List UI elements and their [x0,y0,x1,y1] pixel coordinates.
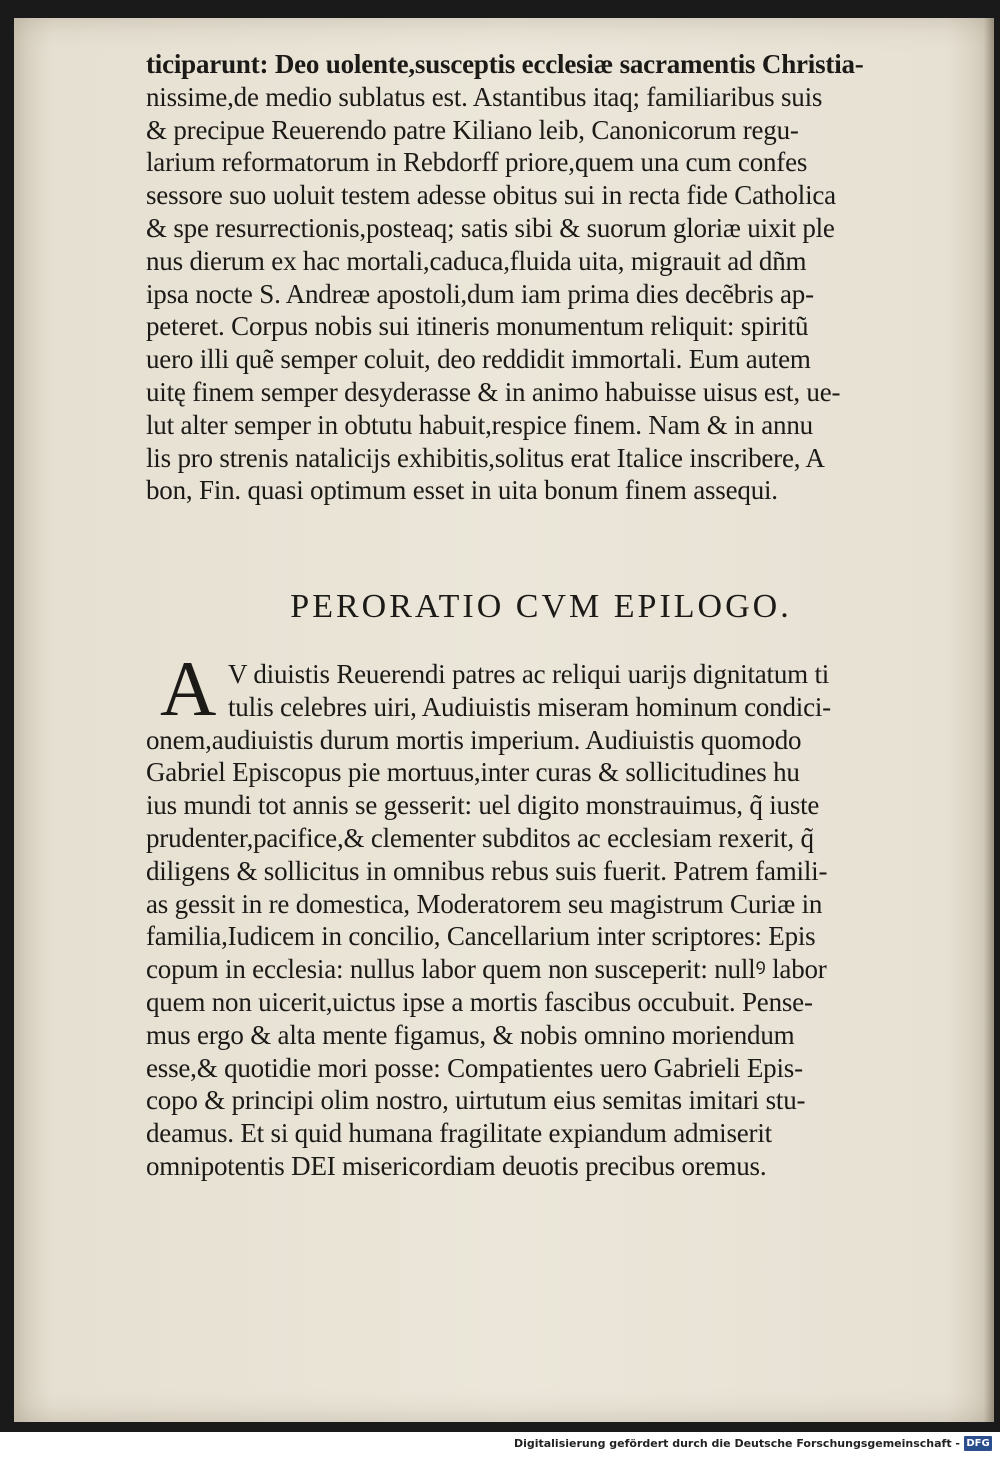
dfg-logo: DFG [964,1436,992,1451]
initial-block [146,645,936,732]
text-line: deamus. Et si quid humana fragilitate expiandum admiserit [146,1118,772,1149]
text-line: lis pro strenis natalicijs exhibitis,solitus erat Italice inscribere, A [146,442,825,473]
page-edge-shadow [984,18,994,1422]
text-line: peteret. Corpus nobis sui itineris monumentum reliquit: spiritũ [146,311,809,342]
text-line: uero illi quẽ semper coluit, deo reddidit immortali. Eum autem [146,344,811,375]
text-line: & precipue Reuerendo patre Kiliano leib, Canonicorum regu- [146,114,799,145]
text-line: V diuistis Reuerendi patres ac reliqui uarijs dignitatum ti [228,659,830,689]
text-line: prudenter,pacifice,& clementer subditos ac ecclesiam rexerit, q̃ [146,822,814,853]
text-line: onem,audiuistis durum mortis imperium. Audiuistis quomodo [146,724,802,755]
text-line: copum in ecclesia: nullus labor quem non susceperit: nullꝰ labor [146,954,827,985]
text-line: diligens & sollicitus in omnibus rebus suis fuerit. Patrem famili- [146,855,828,886]
text-line: sessore suo uoluit testem adesse obitus sui in recta fide Catholica [146,180,836,211]
text-line: mus ergo & alta mente figamus, & nobis omnino moriendum [146,1019,795,1050]
top-paragraph [146,48,936,507]
text-line: bon, Fin. quasi optimum esset in uita bonum finem assequi. [146,475,778,506]
text-line: uitę finem semper desyderasse & in animo habuisse uisus est, ue- [146,376,841,407]
text-line: larium reformatorum in Rebdorff priore,quem una cum confes [146,147,808,178]
text-line: nus dierum ex hac mortali,caduca,fluida uita, migrauit ad dñm [146,245,807,276]
drop-cap-initial: A [160,645,217,732]
text-line: tulis celebres uiri, Audiuistis miseram hominum condici- [228,691,831,722]
text-line: quem non uicerit,uictus ipse a mortis fascibus occubuit. Pense- [146,986,813,1017]
text-line: nissime,de medio sublatus est. Astantibus itaq; familiaribus suis [146,81,823,112]
text-line: copo & principi olim nostro, uirtutum eius semitas imitari stu- [146,1085,806,1116]
text-line: & spe resurrectionis,posteaq; satis sibi & suorum gloriæ uixit ple [146,212,835,243]
text-line: ius mundi tot annis se gesserit: uel digito monstrauimus, q̃ iuste [146,790,820,821]
section-heading: PERORATIO CVM EPILOGO. [290,588,792,625]
peroratio-paragraph [146,645,936,1183]
text-line: ipsa nocte S. Andreæ apostoli,dum iam prima dies decẽbris ap- [146,278,814,309]
text-line: Gabriel Episcopus pie mortuus,inter curas & sollicitudines hu [146,757,800,788]
text-line: esse,& quotidie mori posse: Compatientes uero Gabrieli Epis- [146,1052,803,1083]
text-line: as gessit in re domestica, Moderatorem seu magistrum Curiæ in [146,888,823,919]
text-line: lut alter semper in obtutu habuit,respice finem. Nam & in annu [146,409,813,440]
digitization-credit: Digitalisierung gefördert durch die Deutsche Forschungsgemeinschaft - [513,1437,960,1450]
text-line: omnipotentis DEI misericordiam deuotis precibus oremus. [146,1150,767,1181]
text-line: familia,Iudicem in concilio, Cancellarium inter scriptores: Epis [146,921,816,952]
text-line: ticiparunt: Deo uolente,susceptis ecclesiæ sacramentis Christia- [146,49,864,79]
